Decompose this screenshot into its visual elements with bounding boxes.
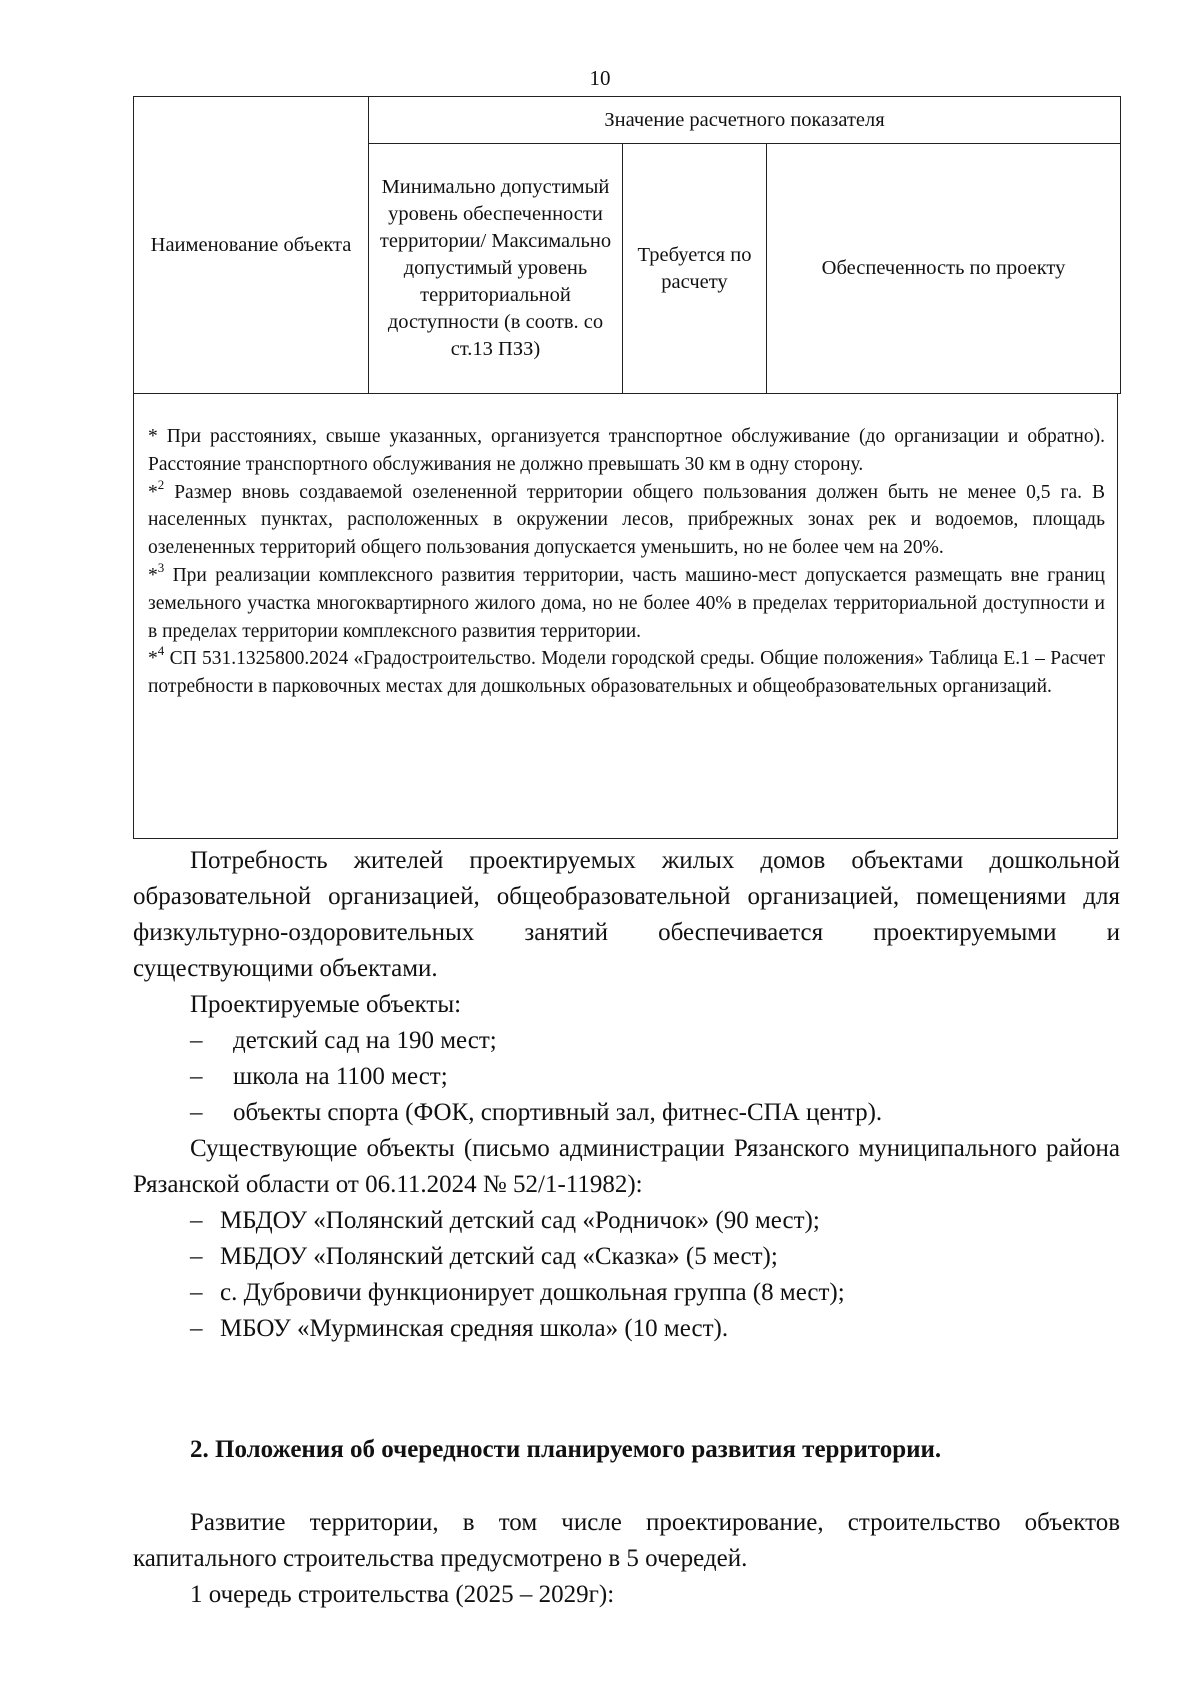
indicator-table-header: [133, 96, 1121, 394]
existing-paragraph: Существующие объекты (письмо администрации Рязанского муниципального района Рязанской области от 06.11.2024 № 52/1-11982):: [133, 1135, 1120, 1198]
list-item: – школа на 1100 мест;: [190, 1063, 448, 1090]
list-item: – объекты спорта (ФОК, спортивный зал, фитнес-СПА центр).: [190, 1099, 883, 1126]
col-min-level: Минимально допустимый уровень обеспеченности территории/ Максимально допустимый уровень территориальной доступности (в соотв. со ст.13 ПЗЗ): [369, 144, 623, 394]
list-item: – МБОУ «Мурминская средняя школа» (10 мест).: [190, 1315, 729, 1342]
footnote: *$^4$ СП 531.1325800.2024 «Градостроительство. Модели городской среды. Общие положения» Таблица Е.1 – Расчет потребности в парковочных местах для дошкольных образовательных и общеобразовательных организаций.: [148, 643, 1105, 698]
stage-line: 1 очередь строительства (2025 – 2029г):: [190, 1581, 615, 1608]
section-paragraph: Развитие территории, в том числе проектирование, строительство объектов капитального строительства предусмотрено в 5 очередей.: [133, 1509, 1120, 1572]
section-2: [133, 1432, 1120, 1468]
list-item: – МБДОУ «Полянский детский сад «Сказка» (5 мест);: [190, 1243, 778, 1270]
section-heading: 2. Положения об очередности планируемого развития территории.: [190, 1436, 942, 1463]
footnote: *$^3$ При реализации комплексного развития территории, часть машино-мест допускается размещать вне границ земельного участка многоквартирного жилого дома, но не более 40% в пределах территориальной доступности и в пределах территории комплексного развития территории.: [148, 559, 1105, 642]
col-object-name: Наименование объекта: [134, 97, 369, 394]
footnote: *$^2$ Размер вновь создаваемой озелененной территории общего пользования должен быть не менее 0,5 га. В населенных пунктах, расположенных в окружении лесов, прибрежных зонах рек и водоемов, площадь озелененных территорий общего пользования допускается уменьшить, но не более чем на 20%.: [148, 476, 1105, 559]
main-text: [133, 843, 1120, 1347]
list-item: – МБДОУ «Полянский детский сад «Родничок» (90 мест);: [190, 1207, 820, 1234]
col-provided: Обеспеченность по проекту: [767, 144, 1121, 394]
col-group-header: Значение расчетного показателя: [369, 97, 1121, 144]
list-item: – с. Дубровичи функционирует дошкольная группа (8 мест);: [190, 1279, 845, 1306]
list-item: – детский сад на 190 мест;: [190, 1027, 497, 1054]
footnote: * При расстояниях, свыше указанных, организуется транспортное обслуживание (до организации и обратно). Расстояние транспортного обслуживания не должно превышать 30 км в одну сторону.: [148, 426, 1105, 475]
col-required: Требуется по расчету: [623, 144, 767, 394]
intro-paragraph: Потребность жителей проектируемых жилых домов объектами дошкольной образовательной организацией, общеобразовательной организацией, помещениями для физкультурно-оздоровительных занятий обеспечивается проектируемыми и существующими объектами.: [133, 847, 1120, 982]
section-2-body: [133, 1505, 1120, 1613]
table-footnotes: [133, 393, 1118, 839]
projected-title: Проектируемые объекты:: [190, 991, 462, 1018]
page-number: 10: [589, 66, 611, 90]
